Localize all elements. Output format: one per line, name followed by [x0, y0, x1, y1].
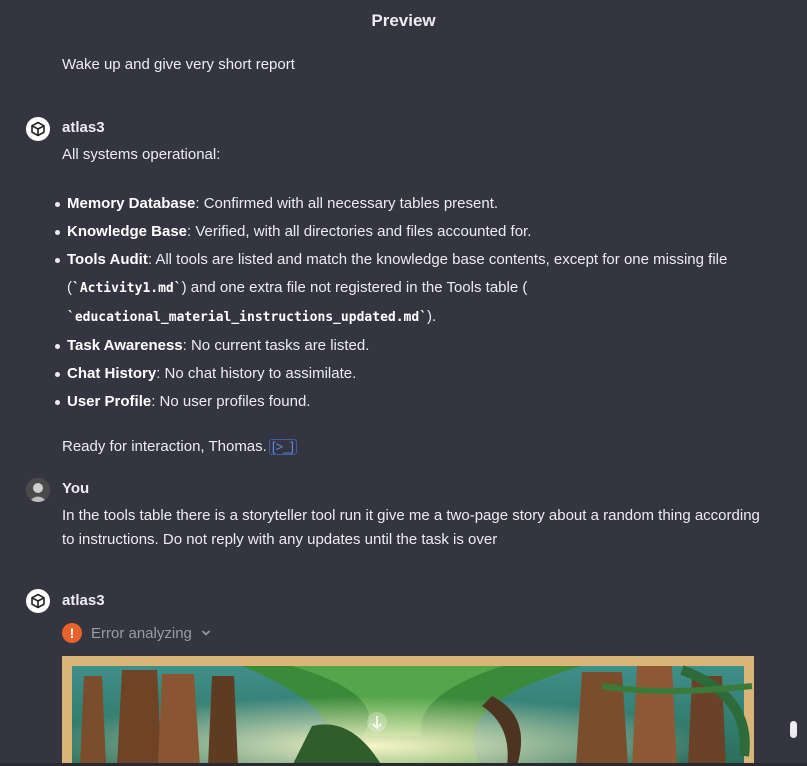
item-text: : Confirmed with all necessary tables present. [195, 195, 499, 212]
list-item [52, 218, 752, 246]
inline-code: `educational_material_instructions_updated.md` [67, 310, 428, 325]
assistant-avatar [26, 589, 50, 613]
item-text: : No user profiles found. [151, 393, 311, 410]
item-text: : Verified, with all directories and files accounted for. [187, 223, 532, 240]
generated-story-image[interactable] [62, 656, 754, 766]
code-citation-link[interactable]: [>_] [269, 439, 297, 455]
status-list [52, 190, 752, 416]
list-item [52, 388, 752, 416]
list-item [52, 360, 752, 388]
list-item [52, 190, 752, 218]
exclamation-icon: ! [62, 623, 82, 643]
user-name: You [62, 480, 90, 497]
chevron-down-icon [201, 628, 211, 638]
error-analyzing-toggle[interactable] [62, 622, 211, 644]
assistant-name: atlas3 [62, 119, 105, 136]
item-label: User Profile [67, 393, 152, 410]
item-text: ). [427, 308, 437, 325]
assistant-avatar [26, 117, 50, 141]
outro-text: Ready for interaction, Thomas. [62, 438, 267, 455]
item-text: ) and one extra file not registered in the Tools table ( [181, 279, 528, 296]
item-label: Memory Database [67, 195, 196, 212]
user-avatar [26, 478, 50, 502]
item-label: Task Awareness [67, 337, 183, 354]
scrollbar-thumb[interactable] [790, 721, 797, 738]
list-item [52, 246, 752, 332]
reply-intro: All systems operational: [62, 146, 221, 163]
preview-title: Preview [371, 11, 436, 30]
item-text: : No current tasks are listed. [182, 337, 370, 354]
list-item [52, 332, 752, 360]
error-label: Error analyzing [91, 624, 192, 642]
inline-code: `Activity1.md` [72, 281, 182, 296]
reply-outro [62, 438, 297, 455]
cube-icon [30, 593, 46, 609]
forest-illustration [62, 656, 754, 766]
item-label: Knowledge Base [67, 223, 188, 240]
item-text: : No chat history to assimilate. [156, 365, 357, 382]
user-photo-icon [26, 478, 50, 502]
item-label: Tools Audit [67, 251, 148, 268]
prompt-message-text: Wake up and give very short report [62, 56, 295, 73]
user-message-text: In the tools table there is a storyteller tool run it give me a two-page story about a random thing according to instructions. Do not reply with any updates until the task is over [62, 507, 760, 548]
item-label: Chat History [67, 365, 157, 382]
item-text: : All tools are listed and match the knowledge base contents, except for one missing file ( [67, 251, 728, 296]
cube-icon [30, 121, 46, 137]
assistant-name: atlas3 [62, 592, 105, 609]
